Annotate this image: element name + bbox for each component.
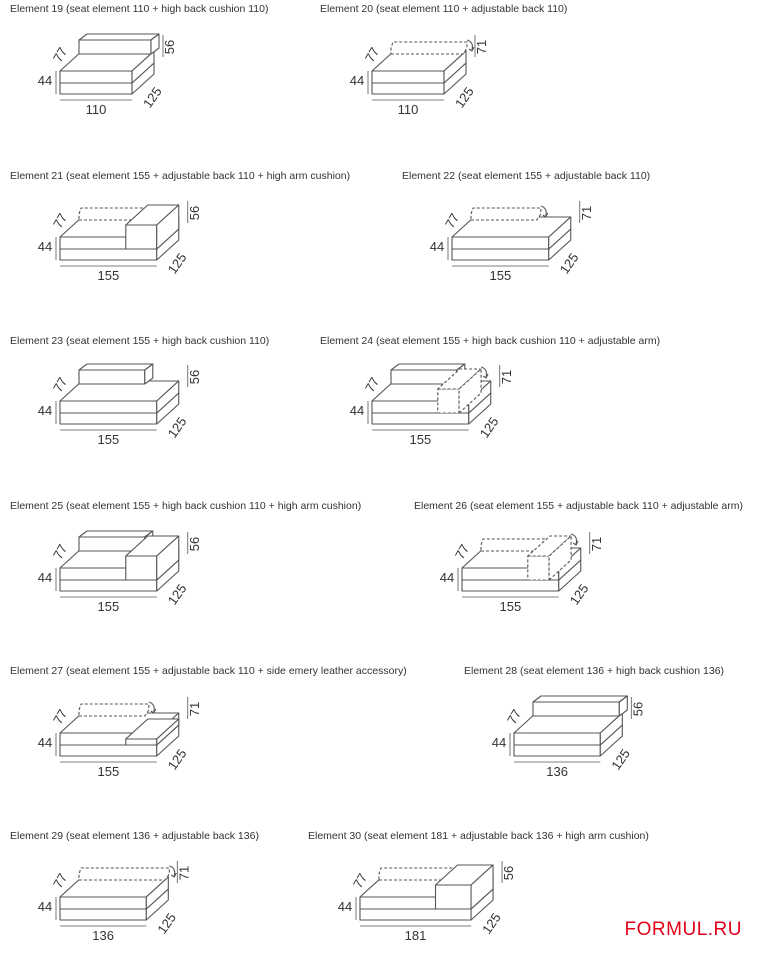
side-height-dimension: 71	[578, 205, 594, 221]
element-title: Element 26 (seat element 155 + adjustable back 110 + adjustable arm)	[414, 500, 744, 512]
depth-dimension: 125	[164, 581, 190, 608]
adjust-arrow-icon-head	[151, 709, 156, 713]
side-height-dimension: 71	[186, 701, 202, 717]
side-height-dimension: 56	[630, 701, 646, 717]
adjust-arm-arrow-icon	[571, 534, 576, 544]
width-dimension: 155	[489, 268, 512, 283]
element-title: Element 30 (seat element 181 + adjustable back 136 + high arm cushion)	[308, 830, 649, 842]
adjust-arm-arrow-icon-head	[483, 374, 488, 378]
height-dimension: 44	[37, 239, 53, 254]
depth-dimension: 125	[478, 910, 504, 937]
sofa-element-drawing	[18, 527, 218, 615]
adjustable-back	[79, 704, 149, 716]
width-dimension: 136	[92, 928, 115, 943]
back-cushion-top	[533, 696, 627, 702]
adjust-arrow-icon	[169, 866, 174, 876]
adjust-arrow-icon	[541, 206, 546, 216]
depth-dimension: 125	[139, 84, 165, 111]
back-height-dimension: 77	[49, 541, 71, 562]
plinth-front	[462, 580, 559, 591]
side-height-dimension: 56	[186, 205, 202, 221]
width-dimension: 155	[499, 599, 522, 614]
plinth-front	[60, 580, 157, 591]
plinth-front	[60, 83, 132, 94]
arm-cushion-front	[436, 885, 472, 909]
seat-cushion-front	[60, 71, 132, 83]
side-height-dimension: 71	[588, 536, 604, 552]
plinth-front	[372, 413, 469, 424]
element-title: Element 19 (seat element 110 + high back cushion 110)	[10, 3, 269, 15]
back-cushion-top	[391, 364, 465, 370]
width-dimension: 155	[97, 764, 120, 779]
depth-dimension: 125	[476, 414, 502, 441]
depth-dimension: 125	[164, 250, 190, 277]
depth-dimension: 125	[451, 84, 477, 111]
watermark-logo: FORMUL.RU	[624, 919, 742, 940]
plinth-front	[60, 413, 157, 424]
plinth-front	[60, 249, 157, 260]
back-height-dimension: 77	[49, 706, 71, 727]
back-height-dimension: 77	[49, 210, 71, 231]
back-height-dimension: 77	[49, 870, 71, 891]
adjustable-arm-front	[438, 389, 459, 413]
back-height-dimension: 77	[361, 44, 383, 65]
sofa-element-drawing	[18, 30, 218, 116]
depth-dimension: 125	[164, 414, 190, 441]
back-height-dimension: 77	[503, 706, 525, 727]
back-height-dimension: 77	[361, 374, 383, 395]
element-title: Element 23 (seat element 155 + high back cushion 110)	[10, 335, 270, 347]
sofa-element-drawing	[420, 527, 620, 619]
height-dimension: 44	[349, 403, 365, 418]
sofa-element-drawing	[18, 692, 218, 782]
width-dimension: 155	[97, 432, 120, 447]
height-dimension: 44	[439, 570, 455, 585]
element-title: Element 29 (seat element 136 + adjustable back 136)	[10, 830, 259, 842]
sofa-element-drawing	[472, 692, 672, 780]
height-dimension: 44	[429, 239, 445, 254]
depth-dimension: 125	[608, 746, 633, 773]
back-cushion-front	[533, 702, 619, 716]
side-height-dimension: 71	[498, 369, 514, 385]
height-dimension: 44	[37, 735, 53, 750]
adjustable-back	[79, 868, 169, 880]
plinth-front	[60, 909, 146, 920]
back-height-dimension: 77	[451, 541, 473, 562]
sofa-element-drawing	[18, 856, 218, 946]
element-title: Element 25 (seat element 155 + high back cushion 110 + high arm cushion)	[10, 500, 362, 512]
adjust-arrow-icon	[149, 702, 154, 712]
depth-dimension: 125	[556, 250, 582, 277]
arm-cushion-front	[126, 225, 157, 249]
back-cushion-top	[79, 34, 159, 40]
width-dimension: 110	[85, 102, 107, 117]
plinth-front	[514, 745, 600, 756]
plinth-front	[372, 83, 444, 94]
width-dimension: 110	[397, 102, 419, 117]
sofa-element-drawing	[18, 360, 218, 448]
element-title: Element 27 (seat element 155 + adjustable back 110 + side emery leather accessory)	[10, 665, 407, 677]
side-height-dimension: 56	[186, 536, 202, 552]
seat-cushion-front	[372, 71, 444, 83]
element-title: Element 21 (seat element 155 + adjustable back 110 + high arm cushion)	[10, 170, 351, 182]
seat-cushion-front	[60, 897, 146, 909]
adjust-arm-arrow-icon-head	[573, 541, 578, 545]
seat-cushion-front	[452, 237, 549, 249]
plinth-front	[60, 745, 157, 756]
back-height-dimension: 77	[441, 210, 463, 231]
depth-dimension: 125	[164, 746, 190, 773]
adjustable-back	[471, 208, 541, 220]
width-dimension: 155	[97, 268, 120, 283]
depth-dimension: 125	[566, 581, 592, 608]
width-dimension: 155	[409, 432, 432, 447]
height-dimension: 44	[37, 73, 53, 88]
height-dimension: 44	[37, 570, 53, 585]
sofa-element-drawing	[330, 30, 530, 120]
adjust-arrow-icon-head	[543, 213, 548, 217]
element-title: Element 20 (seat element 110 + adjustable back 110)	[320, 3, 568, 15]
height-dimension: 44	[37, 403, 53, 418]
sofa-element-drawing	[330, 360, 530, 452]
element-title: Element 24 (seat element 155 + high back cushion 110 + adjustable arm)	[320, 335, 661, 347]
height-dimension: 44	[491, 735, 507, 750]
height-dimension: 44	[37, 899, 53, 914]
adjust-arrow-icon	[467, 40, 472, 50]
side-height-dimension: 56	[186, 369, 202, 385]
sofa-element-drawing	[410, 196, 610, 288]
height-dimension: 44	[337, 899, 353, 914]
width-dimension: 136	[546, 764, 569, 779]
arm-cushion-front	[126, 556, 157, 580]
adjustable-arm-front	[528, 556, 549, 580]
depth-dimension: 125	[154, 910, 179, 937]
plinth-front	[452, 249, 549, 260]
plinth-front	[360, 909, 471, 920]
width-dimension: 155	[97, 599, 120, 614]
width-dimension: 181	[404, 928, 427, 943]
element-title: Element 22 (seat element 155 + adjustable back 110)	[402, 170, 651, 182]
back-height-dimension: 77	[49, 44, 71, 65]
side-height-dimension: 56	[162, 39, 177, 55]
side-height-dimension: 71	[176, 865, 192, 881]
adjustable-back	[391, 42, 467, 54]
back-height-dimension: 77	[49, 374, 71, 395]
back-cushion-front	[79, 370, 145, 384]
back-cushion-top	[79, 364, 153, 370]
adjust-arm-arrow-icon	[481, 367, 486, 377]
height-dimension: 44	[349, 73, 365, 88]
sofa-element-drawing	[318, 856, 518, 944]
back-height-dimension: 77	[349, 870, 371, 891]
sofa-element-drawing	[18, 196, 218, 284]
back-cushion-front	[79, 40, 151, 54]
seat-cushion-front	[514, 733, 600, 745]
element-title: Element 28 (seat element 136 + high back cushion 136)	[464, 665, 725, 677]
back-cushion-top	[79, 531, 153, 537]
seat-cushion-front	[60, 401, 157, 413]
leather-accessory-front	[126, 739, 157, 745]
side-height-dimension: 71	[474, 39, 489, 55]
side-height-dimension: 56	[501, 865, 517, 881]
